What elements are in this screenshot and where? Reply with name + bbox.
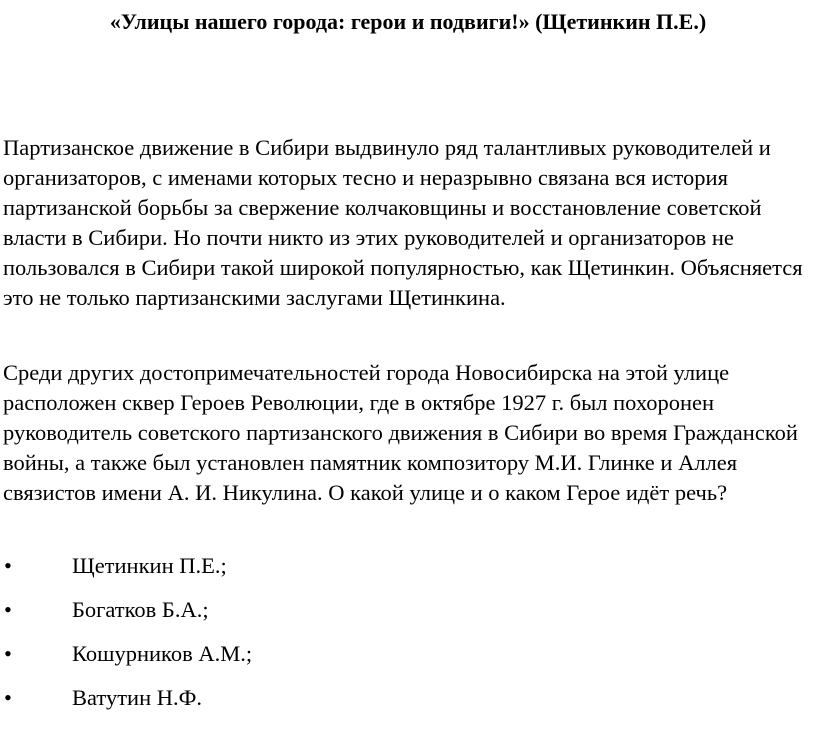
paragraph-intro: Партизанское движение в Сибири выдвинуло ряд талантливых руководителей и организаторов, с именами которых тесно и неразрывно связана вся история партизанской борьбы за свержение колчаковщины и восстановление советской власти в Сибири. Но почти никто из этих руководителей и организаторов не пользовался в Сибири такой широкой популярностью, как Щетинкин. Объясняется это не только партизанскими заслугами Щетинкина. bbox=[3, 135, 803, 310]
bullet-icon: • bbox=[4, 553, 12, 578]
list-item bbox=[0, 595, 816, 639]
option-text: Щетинкин П.Е.; bbox=[72, 553, 227, 578]
list-item bbox=[0, 683, 816, 727]
list-item bbox=[0, 551, 816, 595]
bullet-icon: • bbox=[4, 597, 12, 622]
bullet-icon: • bbox=[4, 685, 12, 710]
answer-options-list bbox=[0, 551, 816, 727]
bullet-icon: • bbox=[4, 641, 12, 666]
option-text: Кошурников А.М.; bbox=[72, 641, 253, 666]
paragraph-question: Среди других достопримечательностей города Новосибирска на этой улице расположен сквер Героев Революции, где в октябре 1927 г. был похоронен руководитель советского партизанского движения в Сибири во время Гражданской войны, а также был установлен памятник композитору М.И. Глинке и Аллея связистов имени А. И. Никулина. О какой улице и о каком Герое идёт речь? bbox=[3, 360, 798, 505]
list-item bbox=[0, 639, 816, 683]
document-title: «Улицы нашего города: герои и подвиги!» (Щетинкин П.Е.) bbox=[109, 9, 707, 34]
option-text: Богатков Б.А.; bbox=[72, 597, 209, 622]
option-text: Ватутин Н.Ф. bbox=[72, 685, 203, 710]
